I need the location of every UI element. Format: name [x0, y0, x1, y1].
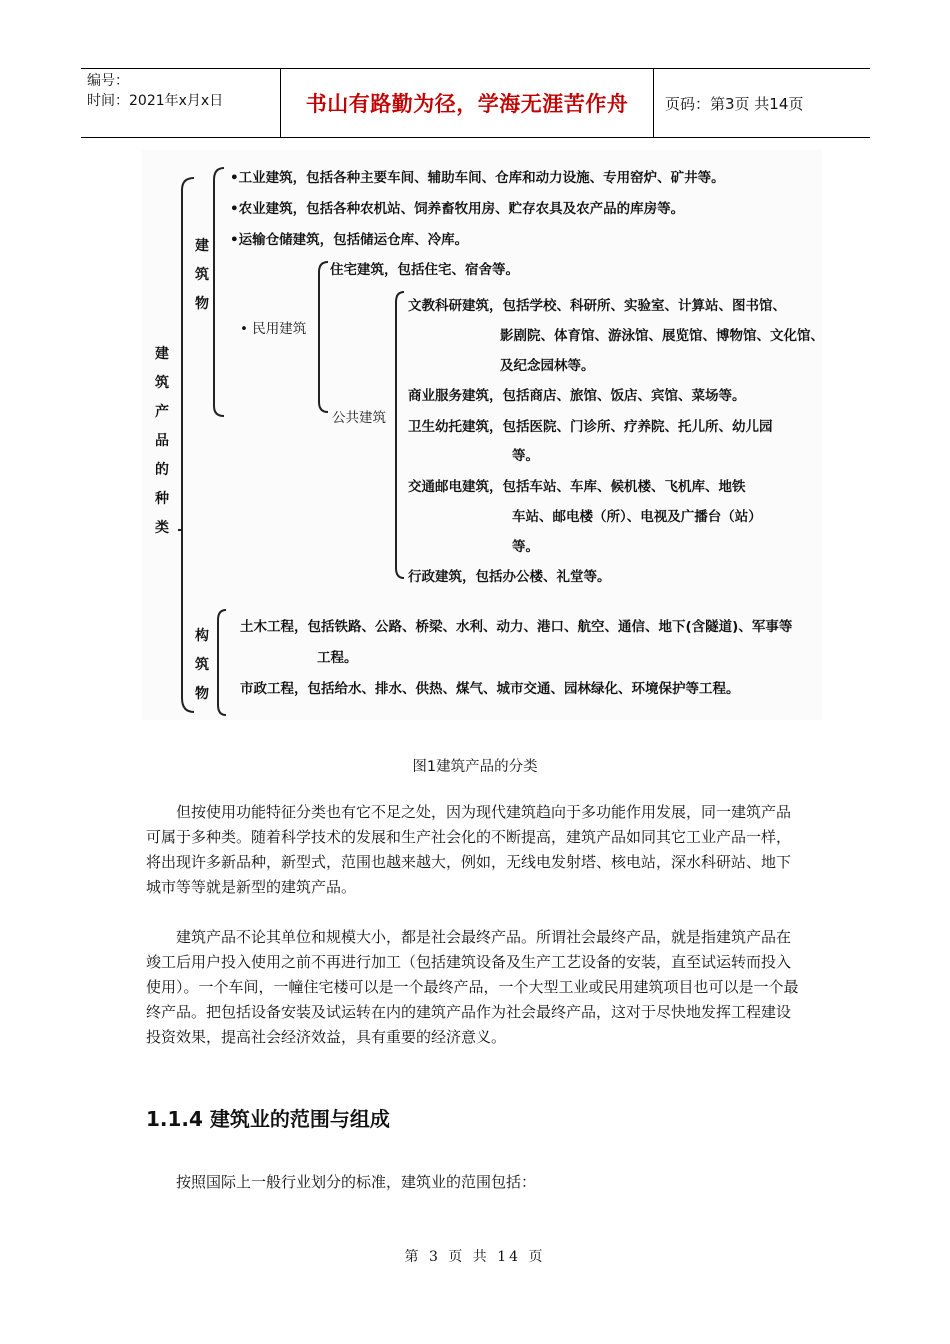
header-page-info: 页码：第3页 共14页 [665, 94, 804, 113]
transport-storage-item: •运输仓储建筑，包括储运仓库、冷库。 [230, 232, 469, 248]
public-label: 公共建筑 [332, 410, 386, 426]
structures-label-text: 构筑物 [195, 628, 209, 702]
civil-eng-item-line2: 工程。 [317, 650, 358, 666]
buildings-brace [214, 168, 224, 416]
paragraph-2: 建筑产品不论其单位和规模大小，都是社会最终产品。所谓社会最终产品，就是指建筑产品在竣工后用户投入使用之前不再进行加工（包括建筑设备及生产工艺设备的安装，直至试运转而投入使用）。一个车间，一幢住宅楼可以是一个最终产品，一个大型工业或民用建筑项目也可以是一个最终产品。把包括设备安装及试运转在内的建筑产品作为社会最终产品，这对于尽快地发挥工程建设投资效果，提高社会经济效益，具有重要的经济意义。 [146, 928, 799, 1046]
root-label [154, 340, 170, 543]
header-table [81, 68, 870, 138]
section-heading: 1.1.4 建筑业的范围与组成 [146, 1107, 390, 1131]
culture-item-line2: 影剧院、体育馆、游泳馆、展览馆、博物馆、文化馆、 [500, 328, 824, 344]
health-item-line1: 卫生幼托建筑，包括医院、门诊所、疗养院、托儿所、幼儿园 [408, 419, 773, 435]
root-brace [182, 178, 194, 712]
civil-label: • 民用建筑 [240, 321, 307, 337]
structures-label [194, 622, 210, 709]
commerce-item: 商业服务建筑，包括商店、旅馆、饭店、宾馆、菜场等。 [408, 388, 746, 404]
traffic-item-line3: 等。 [512, 539, 539, 555]
municipal-item: 市政工程，包括给水、排水、供热、煤气、城市交通、园林绿化、环境保护等工程。 [240, 681, 740, 697]
figure-caption: 图1建筑产品的分类 [412, 759, 538, 775]
public-brace [396, 292, 404, 578]
structures-brace [218, 610, 226, 715]
civil-eng-item-line1: 土木工程，包括铁路、公路、桥梁、水利、动力、港口、航空、通信、地下(含隧道)、军事等 [240, 619, 793, 635]
civil-brace [319, 262, 328, 412]
traffic-item-line2: 车站、邮电楼（所）、电视及广播台（站） [512, 509, 762, 525]
traffic-item-line1: 交通邮电建筑，包括车站、车库、候机楼、飞机库、地铁 [408, 479, 746, 495]
header-motto: 书山有路勤为径，学海无涯苦作舟 [281, 69, 654, 137]
paragraph-1: 但按使用功能特征分类也有它不足之处，因为现代建筑趋向于多功能作用发展，同一建筑产品可属于多种类。随着科学技术的发展和生产社会化的不断提高，建筑产品如同其它工业产品一样，将出现许多新品种，新型式，范围也越来越大，例如，无线电发射塔、核电站，深水科研站、地下城市等等就是新型的建筑产品。 [146, 803, 792, 896]
industrial-item: •工业建筑，包括各种主要车间、辅助车间、仓库和动力设施、专用窑炉、矿井等。 [230, 170, 725, 186]
residential-item: 住宅建筑，包括住宅、宿舍等。 [330, 262, 519, 278]
paragraph-3: 按照国际上一般行业划分的标准，建筑业的范围包括： [176, 1173, 537, 1191]
admin-item: 行政建筑，包括办公楼、礼堂等。 [408, 569, 611, 585]
buildings-label [194, 232, 210, 319]
header-meta-cell [81, 69, 281, 137]
health-item-line2: 等。 [512, 448, 539, 464]
culture-item-line1: 文教科研建筑，包括学校、科研所、实验室、计算站、图书馆、 [408, 298, 786, 314]
classification-diagram [142, 150, 822, 720]
page-footer: 第 3 页 共 14 页 [404, 1249, 546, 1265]
time-label: 时间：2021年x月x日 [87, 93, 224, 109]
buildings-label-text: 建筑物 [195, 238, 209, 312]
culture-item-line3: 及纪念园林等。 [500, 358, 595, 374]
agricultural-item: •农业建筑，包括各种农机站、饲养畜牧用房、贮存农具及农产品的库房等。 [230, 201, 685, 217]
root-label-text: 建筑产品的种类 [155, 346, 169, 536]
number-label: 编号： [87, 73, 129, 89]
